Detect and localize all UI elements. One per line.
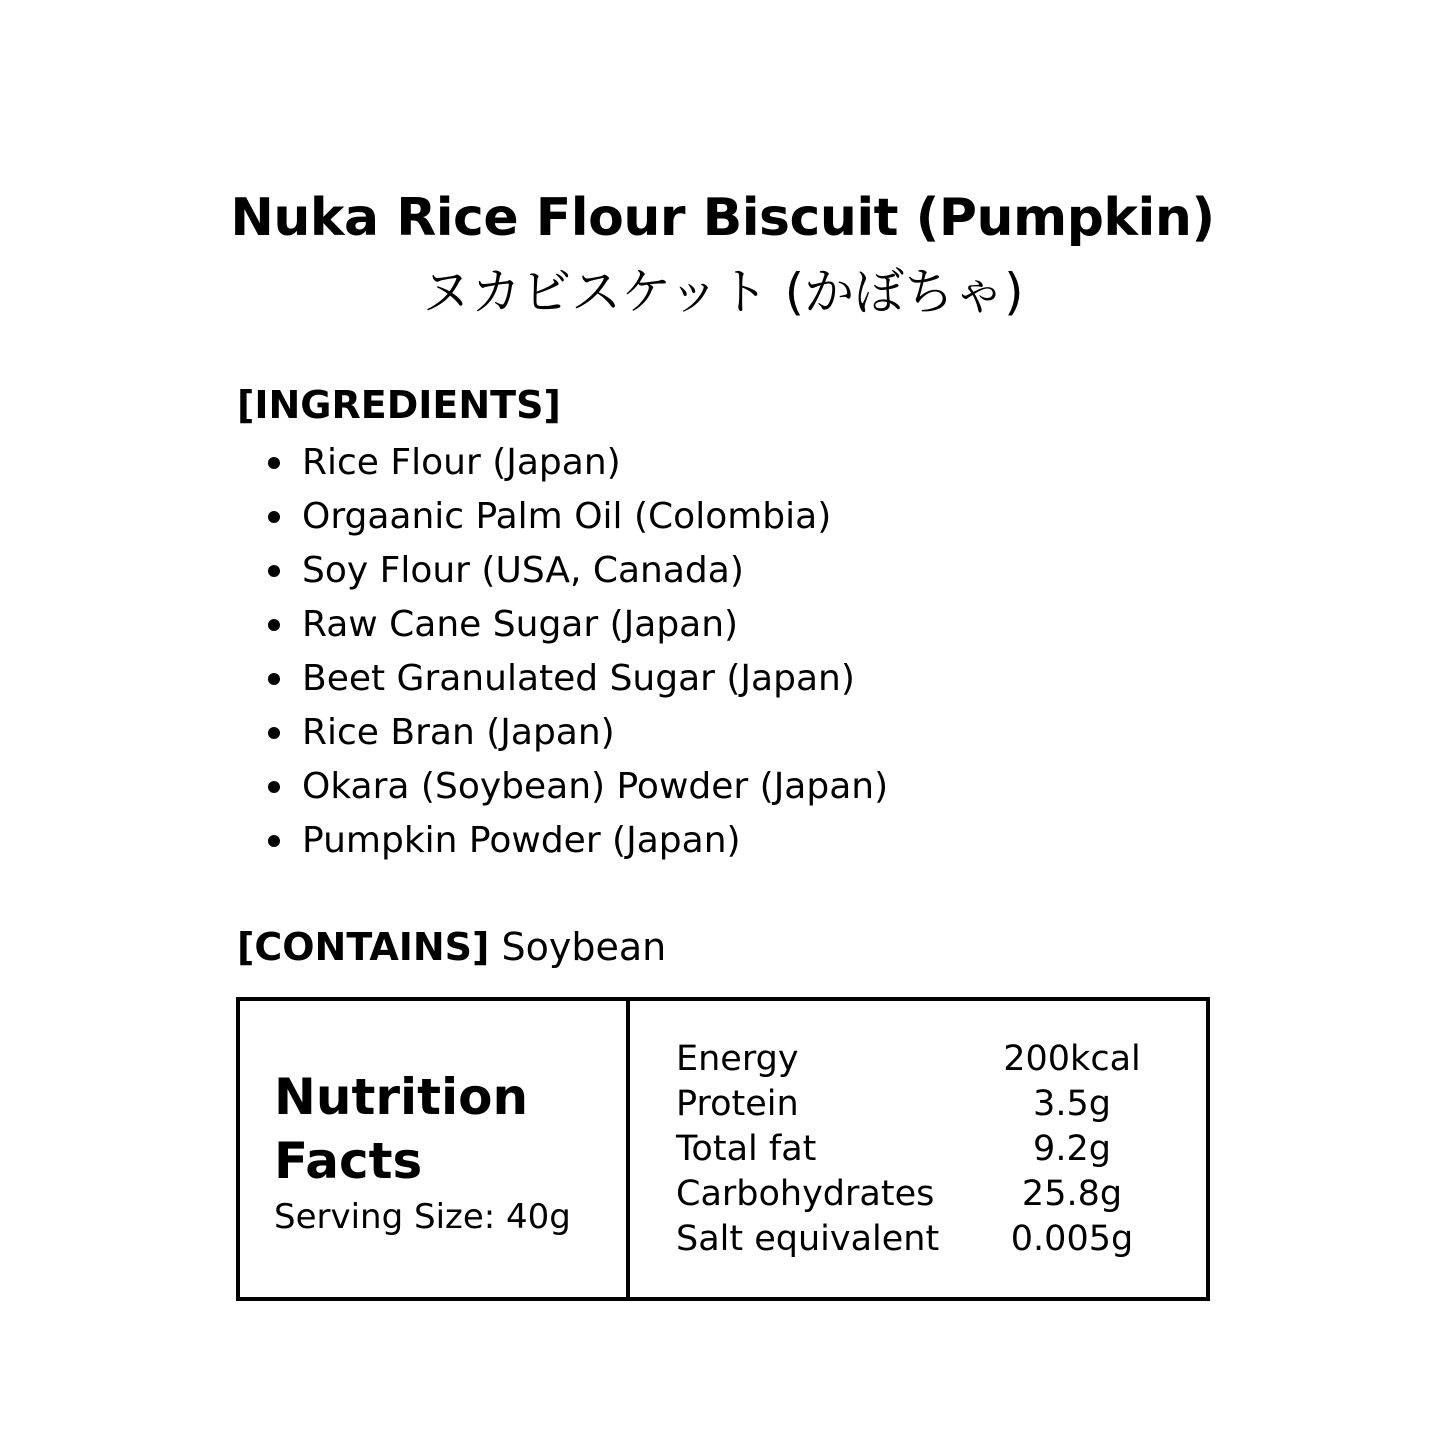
product-title-english: Nuka Rice Flour Biscuit (Pumpkin)	[230, 188, 1215, 248]
nutrition-facts-title	[274, 1065, 604, 1193]
ingredient-item	[302, 544, 888, 598]
nutrition-title-line1: Nutrition	[274, 1068, 529, 1126]
nutrient-name: Salt equivalent	[676, 1219, 940, 1259]
nutrient-name: Carbohydrates	[676, 1174, 935, 1214]
ingredient-text: Rice Flour (Japan)	[302, 442, 621, 483]
ingredient-text: Raw Cane Sugar (Japan)	[302, 604, 739, 645]
ingredient-item	[302, 706, 888, 760]
serving-size: Serving Size: 40g	[274, 1197, 571, 1237]
ingredient-text: Rice Bran (Japan)	[302, 712, 615, 753]
bullet-icon	[268, 835, 280, 847]
nutrient-value: 3.5g	[1033, 1084, 1111, 1124]
nutrition-title-line2: Facts	[274, 1132, 423, 1190]
bullet-icon	[268, 457, 280, 469]
product-title-japanese: ヌカビスケット (かぼちゃ)	[421, 263, 1024, 321]
ingredient-item	[302, 652, 888, 706]
nutrient-value: 200kcal	[1003, 1039, 1141, 1079]
ingredient-text: Okara (Soybean) Powder (Japan)	[302, 766, 889, 807]
ingredients-heading: [INGREDIENTS]	[237, 383, 561, 427]
bullet-icon	[268, 673, 280, 685]
bullet-icon	[268, 511, 280, 523]
ingredients-list	[302, 436, 888, 868]
ingredient-item	[302, 436, 888, 490]
ingredient-item	[302, 814, 888, 868]
contains-value: Soybean	[501, 925, 667, 969]
ingredient-item	[302, 598, 888, 652]
nutrient-value: 25.8g	[1021, 1174, 1123, 1214]
product-title-block	[0, 183, 1445, 331]
nutrient-value: 9.2g	[1033, 1129, 1111, 1169]
nutrient-name: Total fat	[676, 1129, 817, 1169]
ingredient-item	[302, 760, 888, 814]
ingredient-text: Soy Flour (USA, Canada)	[302, 550, 744, 591]
nutrition-facts-box	[236, 997, 1210, 1301]
contains-line	[237, 920, 666, 974]
ingredient-text: Beet Granulated Sugar (Japan)	[302, 658, 855, 699]
nutrient-value: 0.005g	[1010, 1219, 1134, 1259]
nutrition-divider	[626, 1001, 630, 1297]
ingredient-text: Orgaanic Palm Oil (Colombia)	[302, 496, 832, 537]
bullet-icon	[268, 619, 280, 631]
nutrient-name: Energy	[676, 1039, 799, 1079]
ingredient-text: Pumpkin Powder (Japan)	[302, 820, 741, 861]
nutrient-name: Protein	[676, 1084, 799, 1124]
contains-label: [CONTAINS]	[237, 925, 490, 969]
bullet-icon	[268, 781, 280, 793]
ingredient-item	[302, 490, 888, 544]
bullet-icon	[268, 565, 280, 577]
bullet-icon	[268, 727, 280, 739]
